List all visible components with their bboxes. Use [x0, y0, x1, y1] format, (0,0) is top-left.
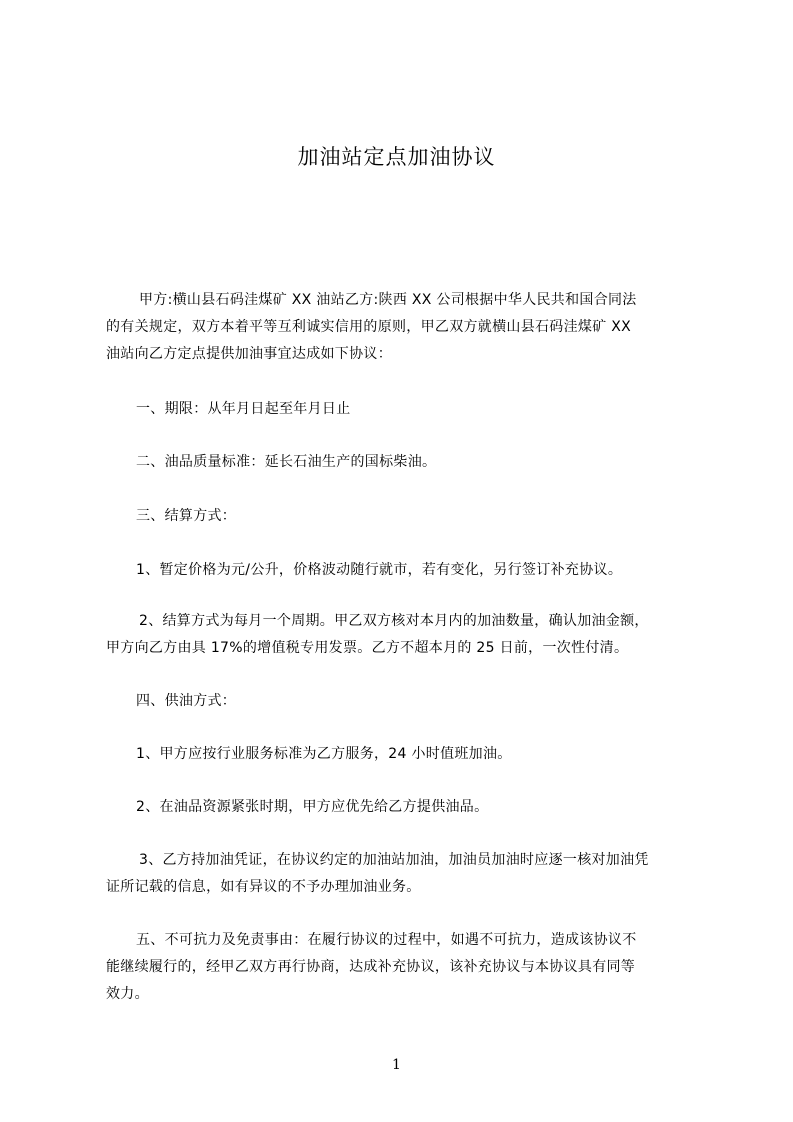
- section-4-item-3-line-1: 3、乙方持加油凭证，在协议约定的加油站加油，加油员加油时应逐一核对加油凭: [139, 852, 649, 868]
- section-3-heading: 三、结算方式：: [136, 508, 237, 524]
- section-1-term: 一、期限：从年月日起至年月日止: [136, 401, 351, 417]
- intro-line-1: 甲方:横山县石码洼煤矿 XX 油站乙方:陕西 XX 公司根据中华人民共和国合同法: [139, 292, 637, 308]
- intro-line-2: 的有关规定，双方本着平等互利诚实信用的原则，甲乙双方就横山县石码洼煤矿 XX: [106, 319, 632, 335]
- section-3-item-2-line-2: 甲方向乙方由具 17%的增值税专用发票。乙方不超本月的 25 日前，一次性付清。: [106, 640, 629, 656]
- section-3-item-1: 1、暂定价格为元/公升，价格波动随行就市，若有变化，另行签订补充协议。: [136, 562, 623, 578]
- section-4-item-2: 2、在油品资源紧张时期，甲方应优先给乙方提供油品。: [136, 799, 489, 815]
- document-title: 加油站定点加油协议: [297, 145, 496, 169]
- section-4-item-1: 1、甲方应按行业服务标准为乙方服务，24 小时值班加油。: [136, 746, 512, 762]
- section-2-quality: 二、油品质量标准：延长石油生产的国标柴油。: [136, 454, 437, 470]
- section-5-line-1: 五、不可抗力及免责事由：在履行协议的过程中，如遇不可抗力，造成该协议不: [136, 932, 637, 948]
- intro-line-3: 油站向乙方定点提供加油事宜达成如下协议：: [106, 346, 392, 362]
- section-5-line-3: 效力。: [106, 986, 149, 1002]
- section-4-item-3-line-2: 证所记载的信息，如有异议的不予办理加油业务。: [106, 879, 421, 895]
- section-3-item-2-line-1: 2、结算方式为每月一个周期。甲乙双方核对本月内的加油数量，确认加油金额，: [139, 613, 649, 629]
- section-5-line-2: 能继续履行的，经甲乙双方再行协商，达成补充协议，该补充协议与本协议具有同等: [106, 959, 636, 975]
- page-number: 1: [392, 1057, 401, 1073]
- section-4-heading: 四、供油方式：: [136, 693, 237, 709]
